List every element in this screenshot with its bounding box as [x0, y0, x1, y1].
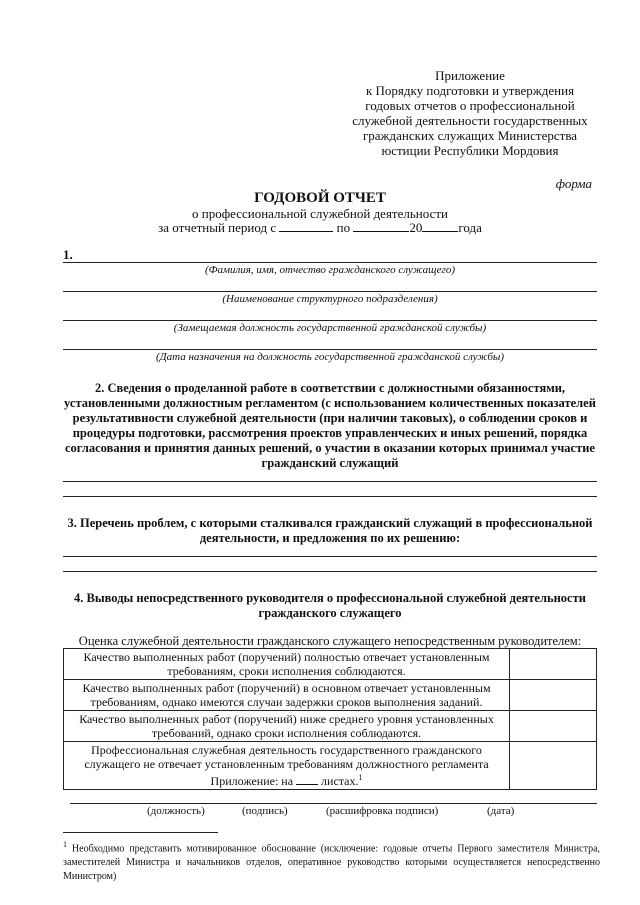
- evaluation-checkbox[interactable]: [510, 680, 597, 711]
- section-2-heading: 2. Сведения о проделанной работе в соответствии с должностными обязанностями, установленными должностным регламентом (с использованием количественных показателей результативности служебной деятельности (при наличии таковых), о соблюдении сроков и процедуры подготовки, рассмотрения проектов управленческих и иных решений, порядка согласования и принятия данных решений, о участии в оказании которых принимал участие гражданский служащий: [64, 381, 596, 470]
- period-year-prefix: 20: [409, 220, 423, 235]
- section-3-answer-line[interactable]: [63, 556, 597, 557]
- evaluation-option-text: Качество выполненных работ (поручений) в основном отвечает установленным требованиям, однако имеются случаи задержки сроков выполнения заданий.: [64, 680, 510, 711]
- section-1-number: 1.: [63, 247, 73, 262]
- position-caption: (Замещаемая должность государственной гражданской службы): [173, 322, 487, 334]
- footnote: [63, 838, 600, 884]
- section-2-answer-line[interactable]: [63, 481, 597, 482]
- document-title: ГОДОВОЙ ОТЧЕТ: [254, 190, 386, 206]
- evaluation-checkbox[interactable]: [510, 742, 597, 790]
- attachment-pages-field[interactable]: [296, 775, 318, 785]
- appointment-date-caption: (Дата назначения на должность государственной гражданской службы): [155, 351, 504, 363]
- appointment-date-field[interactable]: [63, 349, 597, 350]
- section-3-heading: 3. Перечень проблем, с которыми сталкивался гражданский служащий в профессиональной деятельности, и предложения по их решению:: [67, 516, 593, 545]
- period-start-field[interactable]: [279, 220, 333, 232]
- appendix-line: Приложение: [435, 68, 505, 83]
- appendix-line: к Порядку подготовки и утверждения: [365, 83, 575, 98]
- signature-position-label: (должность): [147, 805, 205, 817]
- evaluation-option-text: Качество выполненных работ (поручений) полностью отвечает установленным требованиям, сроки исполнения соблюдаются.: [64, 649, 510, 680]
- evaluation-intro: Оценка служебной деятельности гражданского служащего непосредственным руководителем:: [78, 634, 582, 648]
- footnote-text: Необходимо представить мотивированное обоснование (исключение: годовые отчеты Первого заместителя Министра, заместителей Министра и начальников отделов, оперативное руководство которыми осуществляется непосредственно Министром): [63, 843, 601, 883]
- evaluation-option-text: Качество выполненных работ (поручений) ниже среднего уровня установленных требований, однако сроки исполнения соблюдаются.: [64, 711, 510, 742]
- signature-line[interactable]: [70, 803, 597, 804]
- appendix-line: гражданских служащих Министерства: [362, 128, 578, 143]
- period-mid: по: [336, 220, 351, 235]
- signature-date-label: (дата): [487, 805, 515, 817]
- form-label: форма: [555, 176, 592, 191]
- appendix-line: служебной деятельности государственных: [352, 113, 588, 128]
- evaluation-checkbox[interactable]: [510, 649, 597, 680]
- evaluation-row: [64, 680, 597, 711]
- footnote-marker: 1: [358, 773, 363, 782]
- document-subtitle: о профессиональной служебной деятельности: [191, 206, 448, 221]
- department-caption: (Наименование структурного подразделения): [222, 293, 438, 305]
- section-2-answer-line[interactable]: [63, 496, 597, 497]
- attachment-prefix: Приложение: на: [210, 774, 294, 788]
- attachment-suffix: листах.: [321, 774, 359, 788]
- evaluation-row: [64, 649, 597, 680]
- evaluation-checkbox[interactable]: [510, 711, 597, 742]
- period-end-field[interactable]: [353, 220, 409, 232]
- footnote-mark: 1: [63, 840, 67, 849]
- signature-decoding-label: (расшифровка подписи): [326, 805, 439, 817]
- appendix-line: годовых отчетов о профессиональной: [365, 98, 575, 113]
- evaluation-row: [64, 742, 597, 790]
- department-field[interactable]: [63, 291, 597, 292]
- section-3-answer-line[interactable]: [63, 571, 597, 572]
- appendix-line: юстиции Республики Мордовия: [381, 143, 559, 158]
- evaluation-option-text: [64, 742, 510, 790]
- section-4-heading: 4. Выводы непосредственного руководителя о профессиональной служебной деятельности гражданского служащего: [74, 591, 586, 620]
- period-suffix: года: [458, 220, 482, 235]
- evaluation-last-option-text: Профессиональная служебная деятельность государственного гражданского служащего не отвечает установленным требованиям должностного регламента: [84, 743, 489, 771]
- fio-field[interactable]: [63, 262, 597, 263]
- evaluation-table: [63, 648, 597, 790]
- evaluation-row: [64, 711, 597, 742]
- fio-caption: (Фамилия, имя, отчество гражданского служащего): [204, 264, 456, 276]
- period-year-field[interactable]: [422, 220, 458, 232]
- signature-sign-label: (подпись): [242, 805, 288, 817]
- reporting-period: [0, 220, 640, 236]
- period-prefix: за отчетный период с: [158, 220, 277, 235]
- position-field[interactable]: [63, 320, 597, 321]
- appendix-block: [340, 68, 600, 158]
- footnote-divider: [63, 832, 218, 833]
